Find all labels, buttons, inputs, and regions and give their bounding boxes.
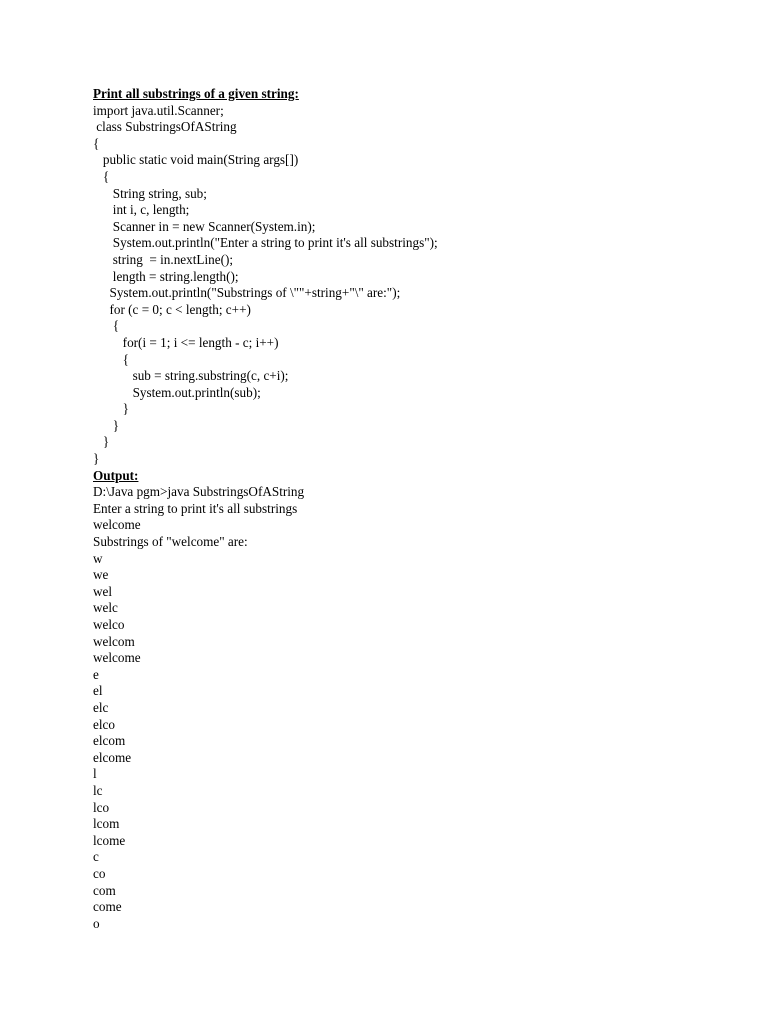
output-line: lco [93,799,110,815]
code-line: length = string.length(); [93,268,239,284]
code-line: { [93,318,120,334]
output-line: lc [93,782,103,798]
code-line: { [93,135,100,151]
output-line: l [93,766,97,782]
code-line: String string, sub; [93,185,207,201]
code-line: } [93,417,120,433]
output-line: el [93,683,103,699]
output-line: e [93,666,99,682]
code-line: for(i = 1; i <= length - c; i++) [93,334,279,350]
output-heading: Output: [93,467,139,483]
code-line: System.out.println("Substrings of \""+string+"\" are:"); [93,285,401,301]
output-line: come [93,899,122,915]
output-line: welcome [93,650,141,666]
output-line: elcome [93,749,132,765]
code-line: { [93,351,130,367]
code-line: } [93,401,130,417]
output-line: welcom [93,633,135,649]
output-line: we [93,567,109,583]
output-line: o [93,915,100,931]
code-line: string = in.nextLine(); [93,251,234,267]
output-line: Enter a string to print it's all substrings [93,500,298,516]
output-line: welcome [93,517,141,533]
output-line: wel [93,583,113,599]
output-line: elc [93,699,109,715]
output-line: w [93,550,103,566]
output-line: co [93,865,106,881]
code-line: } [93,451,100,467]
document-page [93,86,733,932]
code-line: for (c = 0; c < length; c++) [93,301,251,317]
output-line: elco [93,716,115,732]
document-title: Print all substrings of a given string: [93,86,299,101]
code-line: import java.util.Scanner; [93,102,224,118]
code-line: { [93,168,110,184]
code-line: System.out.println(sub); [93,384,261,400]
code-line: sub = string.substring(c, c+i); [93,368,289,384]
code-line: Scanner in = new Scanner(System.in); [93,218,316,234]
output-line: lcome [93,832,126,848]
output-block [93,484,733,932]
code-line: public static void main(String args[]) [93,152,299,168]
output-line: lcom [93,816,120,832]
code-line: System.out.println("Enter a string to print it's all substrings"); [93,235,438,251]
output-line: D:\Java pgm>java SubstringsOfAString [93,484,305,500]
code-line: class SubstringsOfAString [93,119,237,135]
output-line: Substrings of "welcome" are: [93,534,248,550]
output-line: welco [93,617,125,632]
output-line: elcom [93,733,126,749]
code-line: int i, c, length; [93,202,190,218]
output-line: welc [93,600,118,616]
code-line: } [93,434,110,450]
output-line: com [93,882,116,898]
output-line: c [93,849,99,865]
code-block [93,103,733,468]
